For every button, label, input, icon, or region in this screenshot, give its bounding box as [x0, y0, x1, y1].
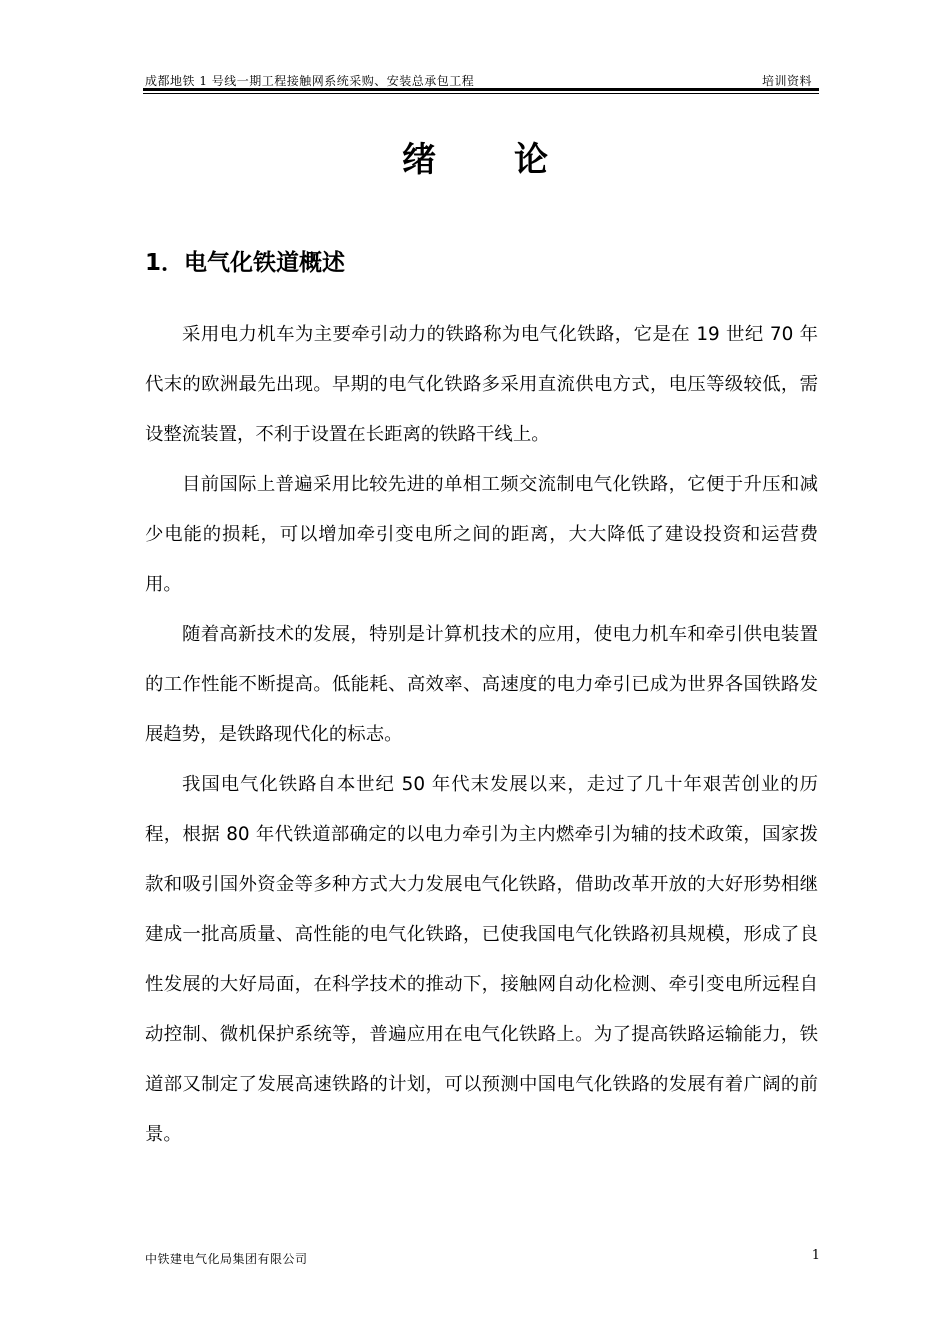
header-rule-thin [143, 93, 819, 94]
body-text [145, 310, 818, 1160]
header-doc-type: 培训资料 [761, 74, 812, 88]
section-heading: 1．电气化铁道概述 [145, 250, 346, 276]
header-project-title: 成都地铁 1 号线一期工程接触网系统采购、安装总承包工程 [145, 74, 475, 88]
chapter-title: 绪论 [402, 140, 626, 180]
paragraph-1: 采用电力机车为主要牵引动力的铁路称为电气化铁路，它是在 19 世纪 70 年代末的欧洲最先出现。早期的电气化铁路多采用直流供电方式，电压等级较低，需设整流装置，不利于设置在长距离的铁路干线上。 [145, 324, 818, 445]
page-number: 1 [811, 1248, 820, 1263]
paragraph-4: 我国电气化铁路自本世纪 50 年代末发展以来，走过了几十年艰苦创业的历程，根据 80 年代铁道部确定的以电力牵引为主内燃牵引为辅的技术政策，国家拨款和吸引国外资金等多种方式大力发展电气化铁路，借助改革开放的大好形势相继建成一批高质量、高性能的电气化铁路，已使我国电气化铁路初具规模，形成了良性发展的大好局面，在科学技术的推动下，接触网自动化检测、牵引变电所远程自动控制、微机保护系统等，普遍应用在电气化铁路上。为了提高铁路运输能力，铁道部又制定了发展高速铁路的计划，可以预测中国电气化铁路的发展有着广阔的前景。 [145, 774, 818, 1145]
header-rule-thick [143, 88, 819, 91]
paragraph-2: 目前国际上普遍采用比较先进的单相工频交流制电气化铁路，它便于升压和减少电能的损耗，可以增加牵引变电所之间的距离，大大降低了建设投资和运营费用。 [145, 474, 818, 595]
footer-company: 中铁建电气化局集团有限公司 [145, 1252, 308, 1266]
paragraph-3: 随着高新技术的发展，特别是计算机技术的应用，使电力机车和牵引供电装置的工作性能不断提高。低能耗、高效率、高速度的电力牵引已成为世界各国铁路发展趋势，是铁路现代化的标志。 [145, 624, 818, 745]
